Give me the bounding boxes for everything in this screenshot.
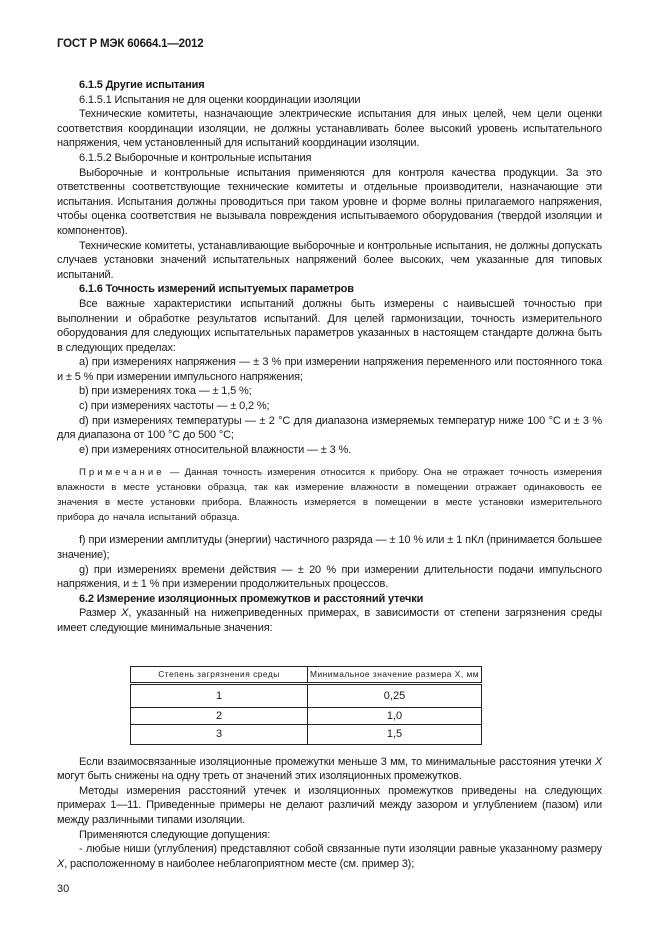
- list-item: c) при измерениях частоты — ± 0,2 %;: [79, 400, 270, 413]
- text: Если взаимосвязанные изоляционные промежутки меньше 3 мм, то минимальные расстояния утечки: [79, 755, 595, 768]
- list-item: a) при измерениях напряжения — ± 3 % при измерении напряжения переменного или постоянного тока и ± 5 % при измерении импульсного напряжения;: [57, 356, 602, 383]
- table-header: Минимальное значение размера X, мм: [308, 666, 482, 683]
- text: - любые ниши (углубления) представляют собой связанные пути изоляции равные указанному размеру: [79, 843, 602, 856]
- text: могут быть снижены на одну треть от значений этих изоляционных промежутков.: [57, 770, 462, 783]
- list-item: g) при измерениях времени действия — ± 20 % при измерении длительности подачи импульсного напряжения, и ± 1 % при измерении продолжительных процессов.: [57, 563, 602, 591]
- paragraph: Технические комитеты, устанавливающие выборочные и контрольные испытания, не должны допускать случаев установки значений испытательных напряжений более высоких, чем указанные для типовых испытаний.: [57, 239, 602, 281]
- symbol-x: X: [57, 857, 65, 870]
- list-item: e) при измерениях относительной влажности — ± 3 %.: [79, 443, 351, 456]
- text: , расположенному в наиболее неблагоприятном месте (см. пример 3);: [64, 857, 415, 870]
- paragraph: Все важные характеристики испытаний должны быть измерены с наивысшей точностью при выполнении и обработке результатов испытаний. Для целей гармонизации, точность измерительного оборудования для следующих испытательных параметров указанных в настоящем стандарте должна быть в следующих пределах:: [57, 297, 602, 354]
- text: Размер: [79, 607, 122, 620]
- heading-6-2: 6.2 Измерение изоляционных промежутков и расстояний утечки: [79, 592, 424, 605]
- table-cell: 2: [131, 707, 308, 724]
- section-6-1-5: [57, 78, 602, 457]
- heading-6-1-5-1: 6.1.5.1 Испытания не для оценки координации изоляции: [79, 93, 361, 106]
- section-continued: [57, 755, 602, 872]
- table-cell: 0,25: [308, 683, 482, 707]
- text: , указанный на нижеприведенных примерах, в зависимости от степени загрязнения среды имеет следующие минимальные значения:: [57, 607, 602, 634]
- table-cell: 1,5: [308, 724, 482, 744]
- page-number: 30: [57, 883, 70, 896]
- table-cell: 1,0: [308, 707, 482, 724]
- table-cell: 1: [131, 683, 308, 707]
- document-header: ГОСТ Р МЭК 60664.1—2012: [57, 38, 204, 50]
- heading-6-1-5: 6.1.5 Другие испытания: [79, 79, 205, 91]
- table-row: [131, 724, 482, 744]
- note-text: — Данная точность измерения относится к прибору. Она не отражает точность измерения влажности в месте установки образца, так как измерение влажности в помещении отражает одинаковость ее значения в месте установки прибора. Влажность измеряется в помещении в месте установки измерительного прибора до начала испытаний образца.: [57, 467, 602, 524]
- list-item: d) при измерениях температуры — ± 2 °С для диапазона измеряемых температур ниже 100 °С и ± 3 % для диапазона от 100 °С до 500 °С;: [57, 414, 602, 442]
- list-item: f) при измерении амплитуды (энергии) частичного разряда — ± 10 % или ± 1 пКл (принимается большее значение);: [57, 534, 602, 562]
- paragraph: Выборочные и контрольные испытания применяются для контроля качества продукции. За это ответственны соответствующие технические комитеты и отдельные производители, назначающие эти испытания. Испытания должны проводиться при таком уровне и форме волны прилагаемого напряжения, чтобы оценка соответствия не вызывала повреждения испытываемого оборудования (твердой изоляции и компонентов).: [57, 166, 602, 237]
- paragraph: Технические комитеты, назначающие электрические испытания для иных целей, чем цели оценки соответствия координации изоляции, не должны устанавливать более высокий уровень испытательного напряжения, чем установленный для испытаний координации изоляции.: [57, 108, 602, 150]
- paragraph: Применяются следующие допущения:: [79, 828, 271, 841]
- note: [57, 465, 602, 525]
- pollution-degree-table: [130, 666, 482, 745]
- table-header: Степень загрязнения среды: [131, 666, 308, 683]
- paragraph: Методы измерения расстояний утечек и изоляционных промежутков приведены на следующих примерах 1—11. Приведенные примеры не делают различий между зазором и углублением (пазом) или между различными типами изоляции.: [57, 784, 602, 826]
- symbol-x: X: [121, 607, 129, 620]
- note-label: Примечание: [79, 467, 165, 479]
- heading-6-1-6: 6.1.6 Точность измерений испытуемых параметров: [79, 283, 354, 296]
- section-6-2: [57, 533, 602, 635]
- table-row: [131, 683, 482, 707]
- list-item: b) при измерениях тока — ± 1,5 %;: [79, 385, 252, 398]
- table-row: [131, 707, 482, 724]
- table-cell: 3: [131, 724, 308, 744]
- heading-6-1-5-2: 6.1.5.2 Выборочные и контрольные испытания: [79, 151, 312, 164]
- symbol-x: X: [594, 755, 602, 768]
